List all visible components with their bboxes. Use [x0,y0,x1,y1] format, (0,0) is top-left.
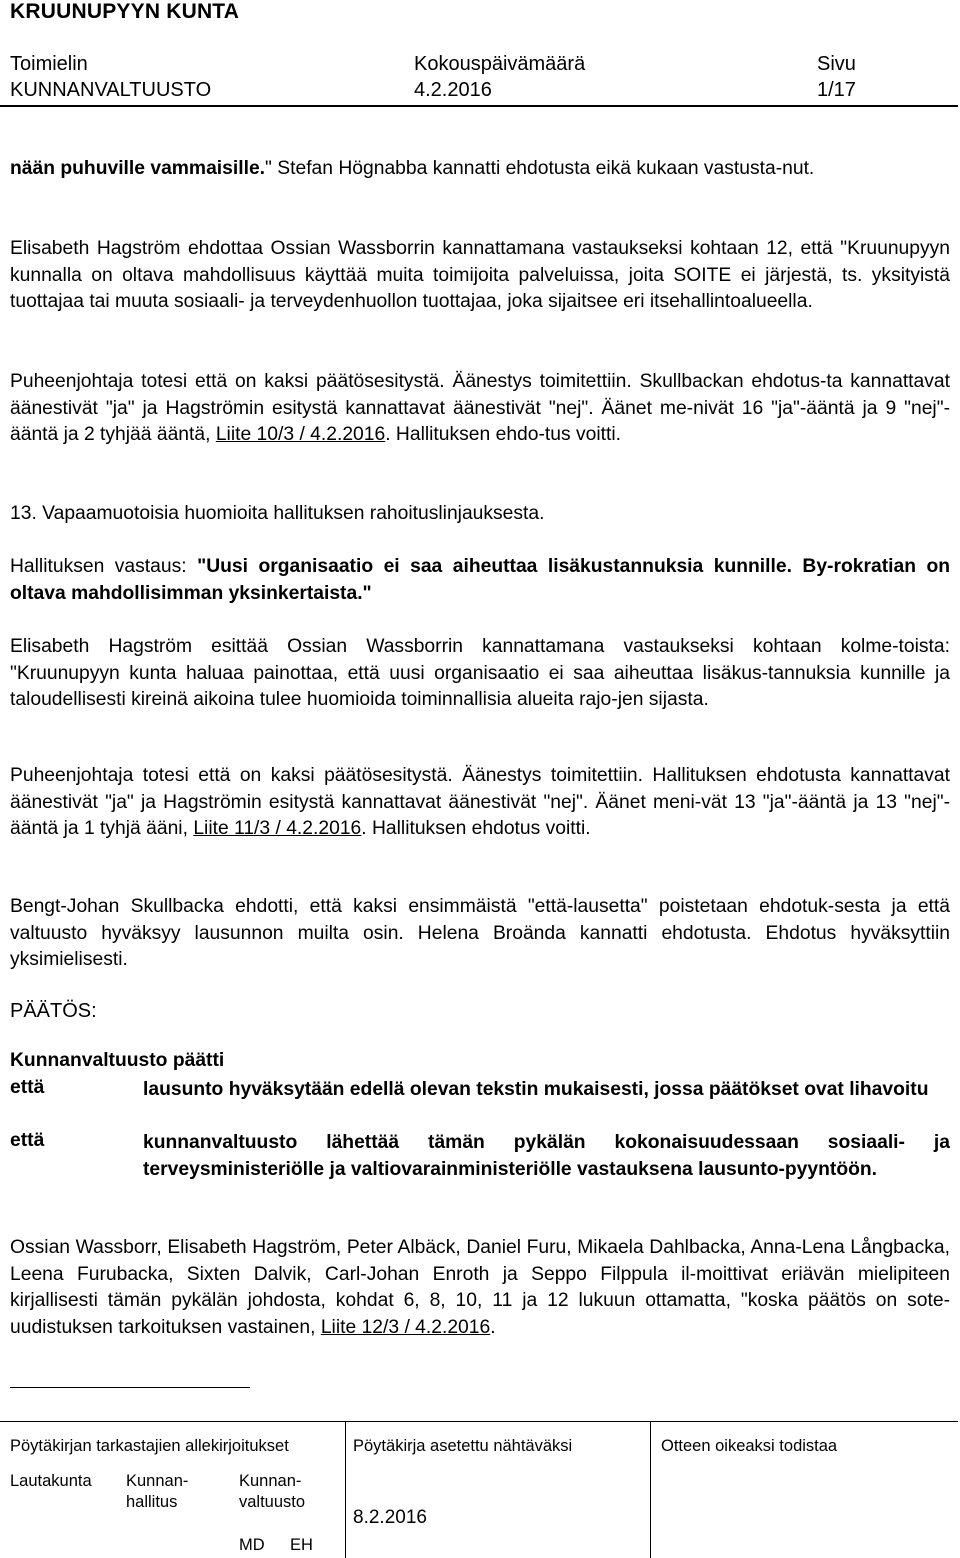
footer-divider [0,1421,958,1422]
body-label: Toimielin [10,53,88,75]
council-label-line2: valtuusto [239,1493,306,1511]
paragraph-1-bold: nään puhuville vammaisille. [10,158,266,179]
paragraph-3 [10,369,950,449]
decision-heading: PÄÄTÖS: [10,1000,97,1022]
paragraph-3-text: Puheenjohtaja totesi että on kaksi päätösesitystä. Äänestys toimitettiin. Skullbackan ehdotus-ta kannattavat äänestivät "ja" ja Hagströmin esitystä kannattavat äänestivät "nej". Äänet me-nivät 16 "ja"-ääntä ja 9 "nej"-ääntä ja 2 tyhjää ääntä, [10,371,950,445]
paragraph-5-label: Hallituksen vastaus: [10,556,198,577]
paragraph-9-end: . [490,1316,496,1338]
organization-name: KRUUNUPYYN KUNTA [10,0,240,23]
paragraph-5 [10,554,950,607]
posted-date: 8.2.2016 [353,1507,427,1528]
posted-label: Pöytäkirja asetettu nähtäväksi [353,1437,573,1455]
footnote-rule [10,1387,250,1388]
attachment-link-12[interactable]: Liite 12/3 / 4.2.2016 [320,1316,491,1338]
body-value: KUNNANVALTUUSTO [10,79,212,101]
certified-label: Otteen oikeaksi todistaa [661,1437,838,1455]
paragraph-2: Elisabeth Hagström ehdottaa Ossian Wassborrin kannattamana vastaukseksi kohtaan 12, että "Kruunupyyn kunnalla on oltava mahdollisuus käyttää muita toimijoita palveluissa, joita SOITE ei järjestä, ts. yksityistä tuottajaa tai muuta sosiaali- ja terveydenhuollon tuottajaa, joka sijaitsee eri itsehallintoalueella. [10,238,950,312]
decision-item-1-text: lausunto hyväksytään edellä olevan tekstin mukaisesti, jossa päätökset ovat lihavoitu [143,1079,929,1100]
signatures-label: Pöytäkirjan tarkastajien allekirjoitukset [10,1437,289,1455]
board-label: Lautakunta [10,1472,92,1490]
header-divider [0,105,958,107]
attachment-link-11[interactable]: Liite 11/3 / 4.2.2016 [193,818,362,839]
paragraph-1 [10,156,950,183]
meeting-date-value: 4.2.2016 [414,79,492,101]
page-label: Sivu [817,53,856,75]
council-decided: Kunnanvaltuusto päätti [10,1050,225,1071]
decision-item-2-label: että [10,1130,45,1151]
government-label-line2: hallitus [126,1493,178,1511]
footer-column-divider [650,1421,651,1558]
paragraph-8: Bengt-Johan Skullbacka ehdotti, että kaksi ensimmäistä "että-lausetta" poistetaan ehdotuk-sesta ja että valtuusto hyväksyy lausunnon muilta osin. Helena Broända kannatti ehdotusta. Ehdotus hyväksyttiin yksimielisesti. [10,896,950,970]
initials-md: MD [239,1536,265,1554]
paragraph-4: 13. Vapaamuotoisia huomioita hallituksen rahoituslinjauksesta. [10,503,545,524]
attachment-link-10[interactable]: Liite 10/3 / 4.2.2016 [215,424,386,445]
paragraph-9 [10,1235,950,1341]
government-label-line1: Kunnan- [126,1472,189,1490]
footer-column-divider [345,1421,346,1558]
paragraph-7 [10,763,950,843]
paragraph-5-quote: "Uusi organisaatio ei saa aiheuttaa lisäkustannuksia kunnille. By-rokratian on oltava mahdollisimman yksinkertaista." [10,556,951,604]
decision-item-1-label: että [10,1077,45,1098]
paragraph-7-end: . Hallituksen ehdotus voitti. [361,818,591,839]
meeting-date-label: Kokouspäivämäärä [414,53,586,75]
paragraph-7-text: Puheenjohtaja totesi että on kaksi päätösesitystä. Äänestys toimitettiin. Hallituksen ehdotusta kannattavat äänestivät "ja" ja Hagströmin esitystä kannattavat äänestivät "nej". Äänet meni-vät 13 "ja"-ääntä ja 13 "nej"-ääntä ja 1 tyhjä ääni, [10,765,950,839]
paragraph-9-text: Ossian Wassborr, Elisabeth Hagström, Peter Albäck, Daniel Furu, Mikaela Dahlbacka, Anna-Lena Långbacka, Leena Furubacka, Sixten Dalvik, Carl-Johan Enroth ja Seppo Filppula il-moittivat eriävän mielipiteen kirjallisesti tämän pykälän johdosta, kohdat 6, 8, 10, 11 ja 12 lukuun ottamatta, "koska päätös on sote-uudistuksen tarkoituksen vastainen, [10,1237,950,1338]
initials-eh: EH [290,1536,313,1554]
council-label-line1: Kunnan- [239,1472,302,1490]
page-number: 1/17 [817,79,856,101]
paragraph-3-end: . Hallituksen ehdo-tus voitti. [385,424,621,445]
paragraph-1-rest: " Stefan Högnabba kannatti ehdotusta eikä kukaan vastusta-nut. [265,158,815,179]
paragraph-6: Elisabeth Hagström esittää Ossian Wassborrin kannattamana vastaukseksi kohtaan kolme-toista: "Kruunupyyn kunta haluaa painottaa, että uusi organisaatio ei saa aiheuttaa lisäkus-tannuksia kunnille ja taloudellisesti kireinä aikoina tulee huomioida toiminnallisia alueita rajo-jen sijasta. [10,636,950,710]
decision-item-2-text: kunnanvaltuusto lähettää tämän pykälän kokonaisuudessaan sosiaali- ja terveysministeriölle ja valtiovarainministeriölle vastauksena lausunto-pyyntöön. [143,1132,950,1180]
